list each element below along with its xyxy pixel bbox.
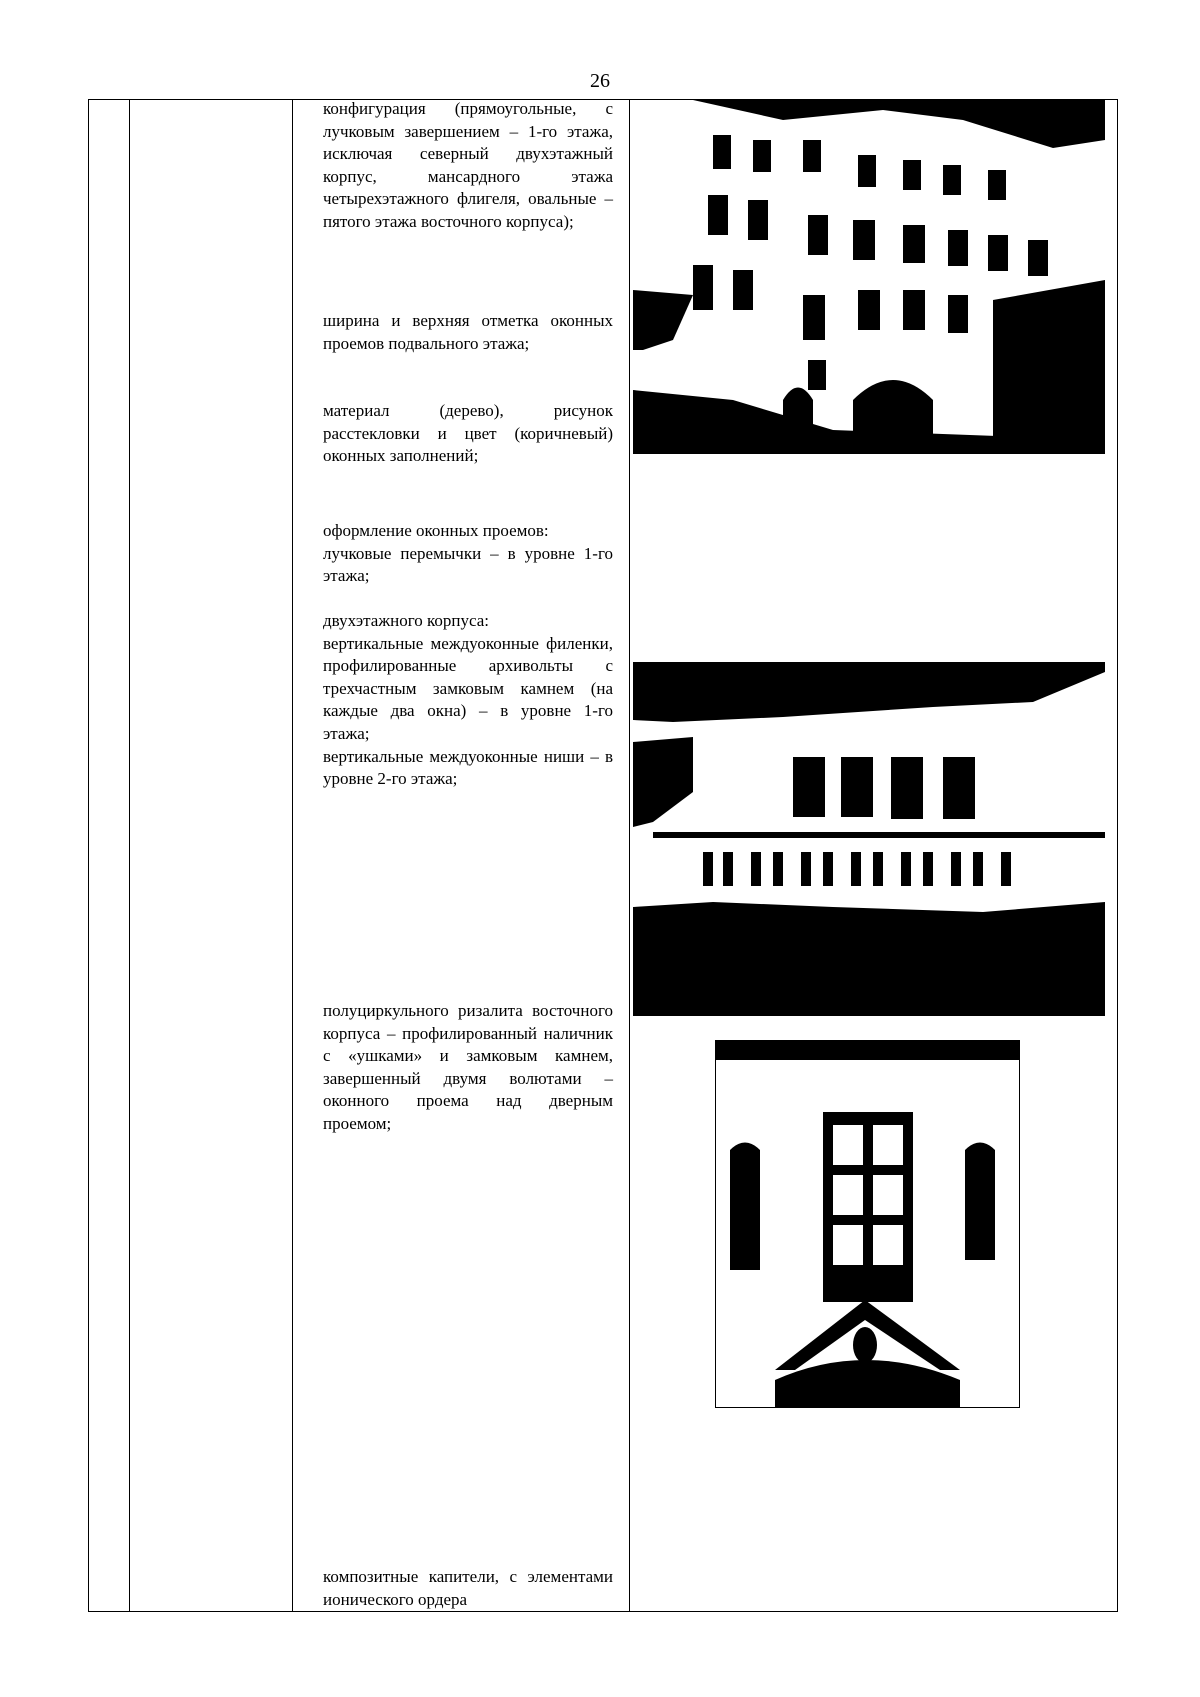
- paragraph-window-decoration: оформление оконных проемов:: [323, 521, 549, 540]
- column-divider-1: [129, 100, 130, 1611]
- paragraph-composite-capitals: композитные капители, с элементами ионического ордера: [323, 1567, 613, 1609]
- column-divider-3: [629, 100, 630, 1611]
- paragraph-window-configuration: конфигурация (прямоугольные, с лучковым завершением – 1-го этажа, исключая северный двухэтажный корпус, мансардного этажа четырехэтажного флигеля, овальные – пятого этажа восточного корпуса);: [323, 99, 613, 231]
- page-number: 26: [590, 70, 610, 92]
- paragraph-lintels: лучковые перемычки – в уровне 1-го этажа;: [323, 543, 613, 586]
- paragraph-basement-windows: ширина и верхняя отметка оконных проемов подвального этажа;: [323, 311, 613, 353]
- paragraph-niches: вертикальные междуоконные ниши – в уровне 2-го этажа;: [323, 746, 613, 789]
- courtyard-facade-image: [633, 100, 1105, 454]
- text-block-window-configuration: [323, 98, 613, 234]
- text-block-capitals: [323, 1566, 613, 1611]
- risalit-window-image: [715, 1040, 1020, 1408]
- text-block-two-storey-building: [323, 610, 613, 791]
- text-block-basement-windows: [323, 310, 613, 355]
- photo-two-storey-building: [633, 662, 1105, 1016]
- text-block-window-decoration: [323, 520, 613, 588]
- paragraph-window-fillings: материал (дерево), рисунок расстекловки и цвет (коричневый) оконных заполнений;: [323, 401, 613, 466]
- photo-risalit-window: [715, 1040, 1020, 1408]
- column-divider-2: [292, 100, 293, 1611]
- paragraph-risalit-surround: полуциркульного ризалита восточного корпуса – профилированный наличник с «ушками» и замковым камнем, завершенный двумя волютами – оконного проема над дверным проемом;: [323, 1001, 613, 1133]
- two-storey-building-image: [633, 662, 1105, 1016]
- text-block-risalit: [323, 1000, 613, 1136]
- paragraph-two-storey-heading: двухэтажного корпуса:: [323, 611, 490, 630]
- photo-courtyard-facade: [633, 100, 1105, 454]
- paragraph-panels-archivolts: вертикальные междуоконные филенки, профилированные архивольты с трехчастным замковым камнем (на каждые два окна) – в уровне 1-го этажа;: [323, 633, 613, 743]
- text-block-window-fillings: [323, 400, 613, 468]
